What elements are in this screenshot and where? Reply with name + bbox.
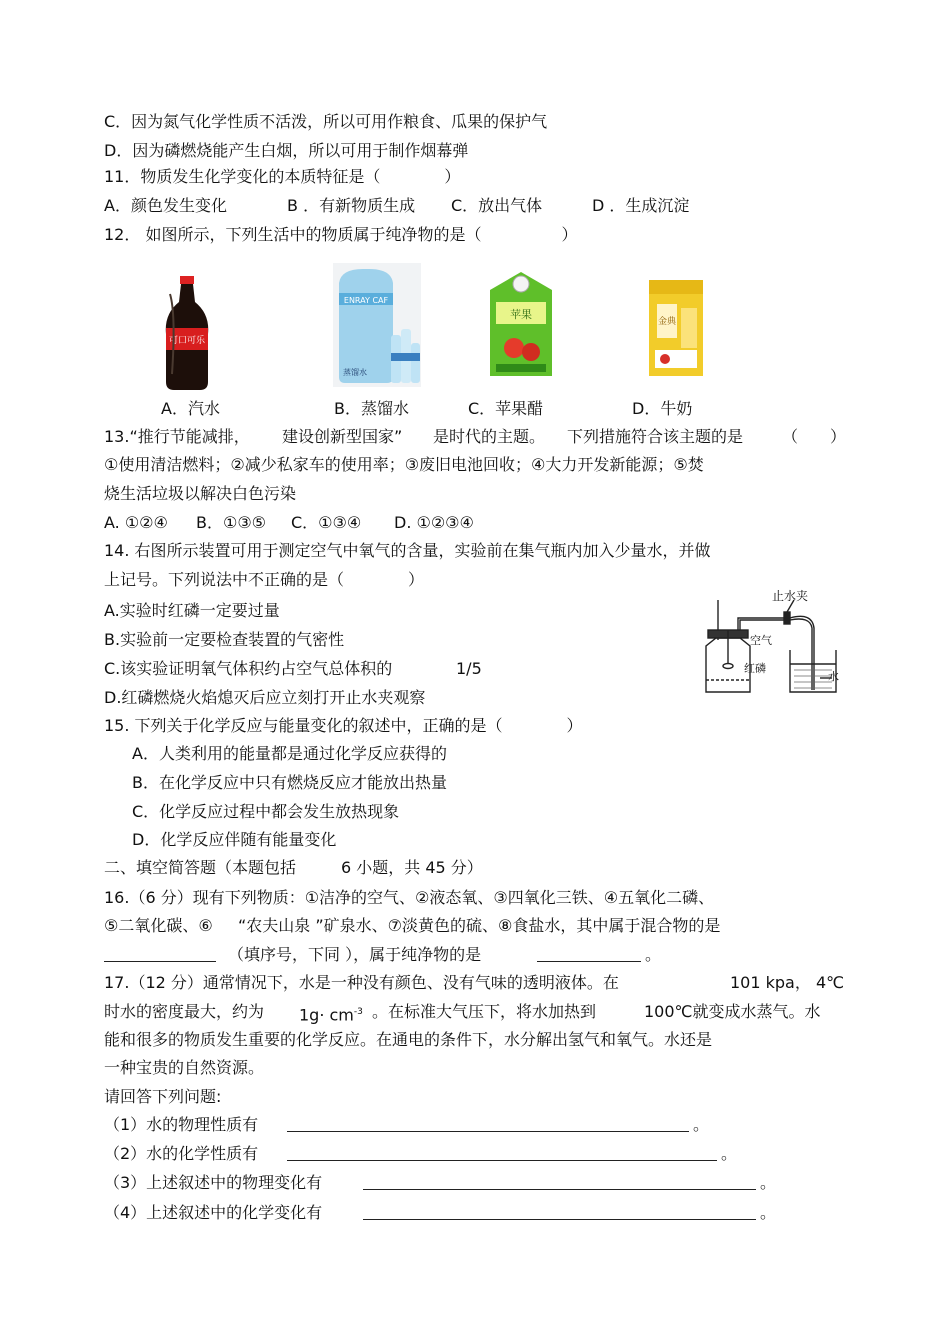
q17-line2a: 时水的密度最大，约为 [104,1002,265,1021]
q17-sub4-blank[interactable] [363,1203,756,1225]
q17-density-exponent: -3 [353,1007,363,1017]
diagram-clamp-label: 止水夹 [772,589,809,603]
q17-sub3-period: 。 [760,1173,777,1192]
q13-paren: （ ） [782,427,847,446]
diagram-air-label: 空气 [750,634,772,647]
q13-stem-d: 下列措施符合该主题的是 [567,427,744,446]
q14-option-b: B.实验前一定要检查装置的气密性 [104,630,345,649]
q17-line5: 请回答下列问题: [104,1087,222,1106]
diagram-water-label: 水 [828,670,839,683]
q13-stem-c: 是时代的主题。 [433,427,546,446]
q17-line2b [299,1002,363,1025]
q17-line3: 能和很多的物质发生重要的化学反应。在通电的条件下，水分解出氢气和氧气。水还是 [104,1030,713,1049]
q17-sub1-period: 。 [693,1115,710,1134]
jug-brand: ENRAY CAF [343,296,389,305]
q17-sub1-label: （1）水的物理性质有 [104,1115,259,1134]
section2-heading-b: 6 小题，共 45 分） [341,858,483,877]
q14-option-c: C.该实验证明氧气体积约占空气总体积的 [104,659,393,678]
diagram-phosphorus-label: 红磷 [744,662,766,675]
q17-line1a: 17.（12 分）通常情况下，水是一种没有颜色、没有气味的透明液体。在 [104,973,619,992]
cola-label: 可口可乐 [168,336,206,346]
q17-sub4-label: （4）上述叙述中的化学变化有 [104,1203,323,1222]
q17-sub3-blank[interactable] [363,1173,756,1195]
q10-option-d: D．因为磷燃烧能产生白烟，所以可用于制作烟幕弹 [104,141,469,160]
q13-option-b: B．①③⑤ [196,513,267,532]
juice-carton-icon [486,268,556,380]
q13-option-a: A. ①②④ [104,513,168,532]
q12-label-d: D．牛奶 [632,399,693,418]
jug-label: 蒸馏水 [343,368,367,377]
milk-label: 金典 [657,317,677,327]
section2-heading-a: 二、填空简答题（本题包括 [104,858,297,877]
oxygen-apparatus-diagram [694,580,844,700]
q12-label-c: C．苹果醋 [468,399,544,418]
q17-sub2-blank[interactable] [287,1144,717,1166]
q17-line4: 一种宝贵的自然资源。 [104,1058,265,1077]
q16-line2a: ⑤二氧化碳、⑥ [104,916,213,935]
q17-sub1-blank[interactable] [287,1115,689,1137]
q17-line1b: 101 kpa， 4℃ [730,973,845,992]
q16-answer-blank-2[interactable] [537,945,641,967]
q17-sub2-label: （2）水的化学性质有 [104,1144,259,1163]
q14-stem-2: 上记号。下列说法中不正确的是（ ） [104,570,425,589]
q17-density-value: 1g· cm [299,1005,354,1025]
q14-stem-1: 14. 右图所示装置可用于测定空气中氧气的含量，实验前在集气瓶内加入少量水，并做 [104,541,711,560]
q14-option-c-value: 1/5 [456,659,482,678]
q10-option-c: C．因为氮气化学性质不活泼，所以可用作粮食、瓜果的保护气 [104,112,548,131]
q15-stem: 15. 下列关于化学反应与能量变化的叙述中，正确的是（ ） [104,716,583,735]
q12-label-b: B．蒸馏水 [334,399,409,418]
q17-line2d: 100℃就变成水蒸气。水 [644,1002,821,1021]
q16-line2b: “农夫山泉 ”矿泉水、⑦淡黄色的硫、⑧食盐水，其中属于混合物的是 [238,916,721,935]
q16-period: 。 [645,945,662,964]
q17-sub4-period: 。 [760,1203,777,1222]
q16-line3: （填序号，下同 ），属于纯净物的是 [228,945,482,964]
q16-answer-blank-1[interactable] [104,945,216,967]
cola-bottle-icon [160,274,214,392]
q17-sub3-label: （3）上述叙述中的物理变化有 [104,1173,323,1192]
q11-stem: 11．物质发生化学变化的本质特征是（ ） [104,167,461,186]
q13-line2: ①使用清洁燃料；②减少私家车的使用率；③废旧电池回收；④大力开发新能源；⑤焚 [104,455,704,474]
q17-sub2-period: 。 [721,1144,738,1163]
water-jug-icon [333,263,421,387]
q11-option-b: B ．有新物质生成 [287,196,416,215]
q15-option-d: D．化学反应伴随有能量变化 [132,830,337,849]
q13-stem-b: 建设创新型国家” [282,427,403,446]
q17-line2c: 。在标准大气压下，将水加热到 [372,1002,597,1021]
carton-label: 苹果 [510,308,532,321]
q16-line1: 16.（6 分）现有下列物质：①洁净的空气、②液态氧、③四氧化三铁、④五氧化二磷、 [104,888,715,907]
q15-option-a: A．人类利用的能量都是通过化学反应获得的 [132,744,447,763]
milk-box-icon [647,278,705,378]
q13-stem-a: 13.“推行节能减排， [104,427,250,446]
q11-option-d: D ．生成沉淀 [592,196,690,215]
q12-stem: 12． 如图所示，下列生活中的物质属于纯净物的是（ ） [104,225,578,244]
q12-label-a: A．汽水 [161,399,220,418]
q13-option-d: D. ①②③④ [394,513,474,532]
q13-line3: 烧生活垃圾以解决白色污染 [104,484,297,503]
q11-option-c: C．放出气体 [451,196,543,215]
q13-option-c: C．①③④ [291,513,362,532]
q15-option-c: C．化学反应过程中都会发生放热现象 [132,802,400,821]
q14-option-d: D.红磷燃烧火焰熄灭后应立刻打开止水夹观察 [104,688,426,707]
q15-option-b: B．在化学反应中只有燃烧反应才能放出热量 [132,773,447,792]
q14-option-a: A.实验时红磷一定要过量 [104,601,280,620]
q11-option-a: A．颜色发生变化 [104,196,227,215]
